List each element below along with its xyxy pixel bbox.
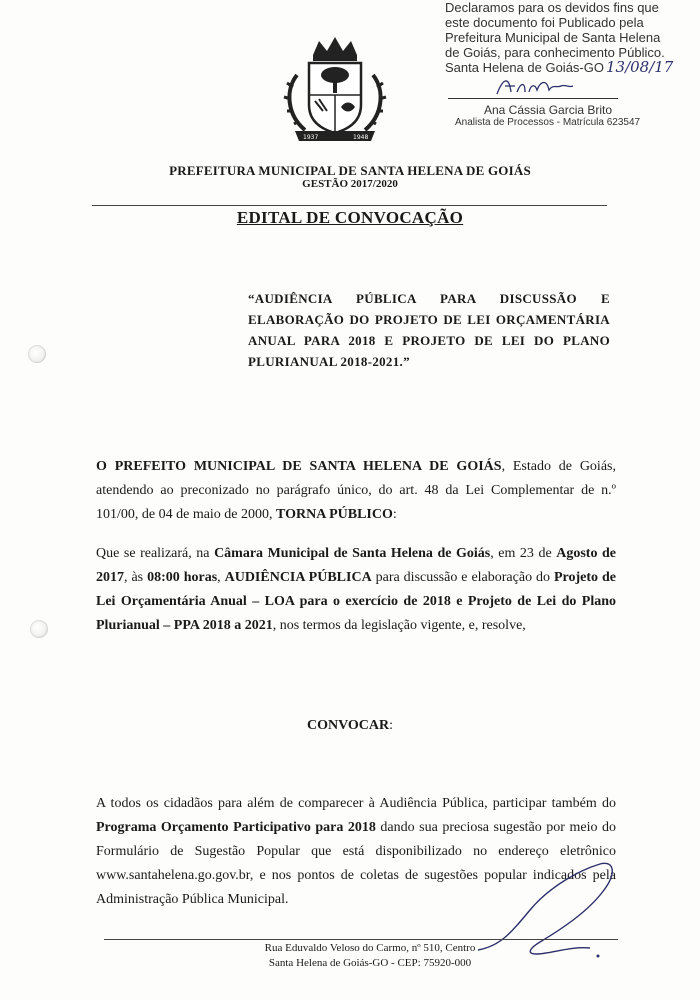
header-divider bbox=[92, 205, 607, 206]
stamp-signature bbox=[495, 74, 575, 100]
venue: Câmara Municipal de Santa Helena de Goiás bbox=[214, 546, 491, 561]
footer-city-cep: Santa Helena de Goiás-GO - CEP: 75920-000 bbox=[268, 957, 472, 969]
hearing-details-paragraph bbox=[96, 542, 616, 638]
announcement-paragraph bbox=[96, 455, 616, 527]
organization-name: PREFEITURA MUNICIPAL DE SANTA HELENA DE GOIÁS bbox=[169, 163, 531, 178]
hearing-time: 08:00 horas bbox=[147, 570, 218, 585]
stamp-line: Declaramos para os devidos fins que bbox=[445, 0, 659, 15]
publication-stamp bbox=[445, 0, 695, 75]
stamp-signer-role: Analista de Processos - Matrícula 623547 bbox=[455, 117, 641, 128]
punch-hole bbox=[30, 620, 48, 638]
paragraph-text: , nos termos da legislação vigente, e, resolve, bbox=[272, 618, 526, 633]
punch-hole bbox=[28, 345, 46, 363]
paragraph-text: , bbox=[217, 570, 225, 585]
subject-statement: “AUDIÊNCIA PÚBLICA PARA DISCUSSÃO E ELABORAÇÃO DO PROJETO DE LEI ORÇAMENTÁRIA ANUAL PARA 2018 E PROJETO DE LEI DO PLANO PLURIANUAL 2018-2021.” bbox=[248, 291, 610, 369]
paragraph-text: Que se realizará, na bbox=[96, 546, 215, 561]
paragraph-text: , em 23 de bbox=[490, 546, 557, 561]
paragraph-text: A todos os cidadãos para além de comparecer à Audiência Pública, participar também do bbox=[96, 796, 616, 811]
paragraph-text: , Estado de Goiás, atendendo ao preconizado no parágrafo único, do art. 48 da Lei Complementar de n.º 101/00, de 04 de maio de 2000, bbox=[96, 459, 616, 522]
stamp-line: de Goiás, para conhecimento Público. bbox=[445, 45, 665, 60]
paragraph-text: : bbox=[392, 507, 397, 522]
footer-address: Rua Eduvaldo Veloso do Carmo, nº 510, Centro bbox=[264, 942, 476, 954]
administration-term: GESTÃO 2017/2020 bbox=[302, 178, 398, 190]
bills-referenced: Projeto de Lei Orçamentária Anual – LOA para o exercício de 2018 e Projeto de Lei do Plano Plurianual – PPA 2018 a 2021 bbox=[96, 570, 616, 633]
torna-publico: TORNA PÚBLICO bbox=[276, 507, 393, 522]
footer-divider bbox=[104, 939, 618, 940]
hearing-date: Agosto de 2017 bbox=[96, 546, 616, 585]
crest-year-left: 1937 bbox=[303, 134, 319, 141]
stamp-handwritten-date: 13/08/17 bbox=[605, 58, 674, 76]
footer-address-block bbox=[200, 941, 540, 971]
mayor-heading: O PREFEITO MUNICIPAL DE SANTA HELENA DE GOIÁS bbox=[96, 459, 502, 474]
document-title: EDITAL DE CONVOCAÇÃO bbox=[236, 208, 464, 227]
stamp-line: Prefeitura Municipal de Santa Helena bbox=[445, 30, 661, 45]
stamp-place: Santa Helena de Goiás-GO bbox=[445, 60, 604, 75]
paragraph-text: , às bbox=[124, 570, 148, 585]
convocar-label: CONVOCAR bbox=[306, 718, 390, 733]
program-name: Programa Orçamento Participativo para 2018 bbox=[96, 820, 376, 835]
convocar-colon: : bbox=[389, 718, 394, 733]
municipal-coat-of-arms-icon bbox=[275, 35, 395, 145]
stamp-date-line bbox=[445, 60, 695, 75]
stamp-signature-rule bbox=[448, 98, 618, 99]
hearing-type: AUDIÊNCIA PÚBLICA bbox=[224, 570, 372, 585]
crest-year-right: 1948 bbox=[353, 134, 369, 141]
paragraph-text: dando sua preciosa sugestão por meio do Formulário de Sugestão Popular que está disponibilizado no endereço eletrônico www.santahelena.go.gov.br, e nos pontos de coletas de sugestões popular indicados pela Administração Pública Municipal. bbox=[96, 820, 616, 907]
stamp-line: este documento foi Publicado pela bbox=[445, 15, 644, 30]
convocar-heading bbox=[0, 718, 700, 734]
stamp-signer-name: Ana Cássia Garcia Brito bbox=[484, 103, 613, 117]
paragraph-text: para discussão e elaboração do bbox=[371, 570, 554, 585]
